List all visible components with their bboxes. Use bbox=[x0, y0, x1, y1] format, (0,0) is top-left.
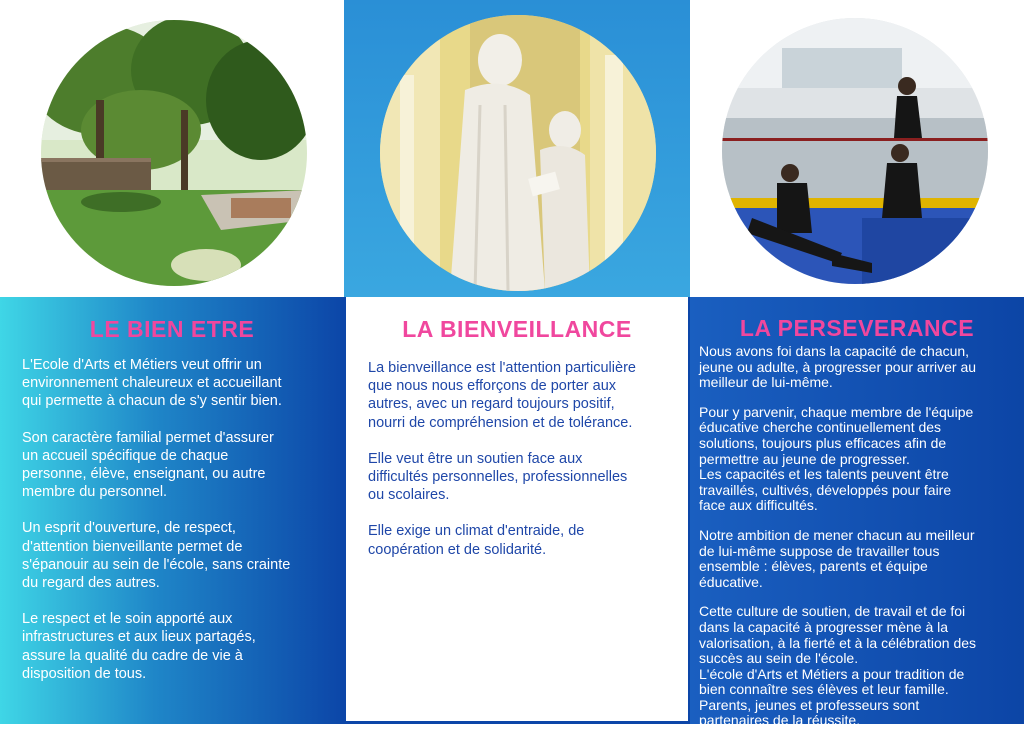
statue-photo bbox=[380, 15, 656, 291]
bien-etre-paragraph: Le respect et le soin apporté aux infrastructures et aux lieux partagés, assure la qualité du cadre de vie à disposition de tous. bbox=[22, 611, 256, 682]
garden-photo-panel bbox=[0, 0, 344, 297]
bienveillance-panel bbox=[344, 297, 690, 724]
bien-etre-paragraph: Un esprit d'ouverture, de respect, d'attention bienveillante permet de s'épanouir au sein de l'école, sans crainte du regard des autres. bbox=[22, 520, 291, 592]
bien-etre-paragraph: Son caractère familial permet d'assurer un accueil spécifique de chaque personne, élève, enseignant, ou autre membre du personnel. bbox=[22, 429, 274, 501]
perseverance-paragraph: Pour y parvenir, chaque membre de l'équipe éducative cherche continuellement des solutions, toujours plus efficaces afin de permettre au jeune de progresser. Les capacités et les talents peuvent être travaillés, cultivés, développés pour faire face aux difficultés. bbox=[699, 403, 974, 514]
bienveillance-paragraph: Elle veut être un soutien face aux difficultés personnelles, professionnelles ou scolaires. bbox=[368, 450, 628, 504]
bienveillance-paragraph: Elle exige un climat d'entraide, de coopération et de solidarité. bbox=[368, 523, 585, 558]
gym-photo-panel bbox=[690, 0, 1024, 297]
gym-photo bbox=[722, 18, 988, 284]
perseverance-text bbox=[699, 344, 1019, 743]
perseverance-panel bbox=[690, 297, 1024, 729]
bien-etre-title: LE BIEN ETRE bbox=[89, 316, 255, 342]
bien-etre-text bbox=[22, 356, 332, 701]
statue-photo-panel bbox=[344, 0, 690, 297]
bienveillance-paragraph: La bienveillance est l'attention particulière que nous nous efforçons de porter aux autres, avec un regard toujours positif, nourri de compréhension et de tolérance. bbox=[368, 360, 636, 431]
garden-photo bbox=[41, 20, 307, 286]
bienveillance-title: LA BIENVEILLANCE bbox=[402, 316, 632, 342]
perseverance-paragraph: Notre ambition de mener chacun au meilleur de lui-même suppose de travailler tous ensemble : élèves, parents et équipe éducative. bbox=[699, 526, 975, 590]
perseverance-paragraph: Nous avons foi dans la capacité de chacun, jeune ou adulte, à progresser pour arriver au meilleur de lui-même. bbox=[699, 343, 977, 391]
bienveillance-text bbox=[368, 359, 678, 577]
perseverance-paragraph: Cette culture de soutien, de travail et de foi dans la capacité à progresser mène à la valorisation, à la fierté et à la célébration des succès au sein de l'école. L'école d'Arts et Métiers a pour tradition de bien connaître ses élèves et leur famille. Parents, jeunes et professeurs sont partenaires de la réussite. bbox=[699, 603, 977, 729]
bien-etre-panel bbox=[0, 297, 344, 724]
bien-etre-paragraph: L'Ecole d'Arts et Métiers veut offrir un environnement chaleureux et accueillant qui permette à chacun de s'y sentir bien. bbox=[22, 357, 282, 410]
perseverance-title: LA PERSEVERANCE bbox=[739, 315, 975, 341]
